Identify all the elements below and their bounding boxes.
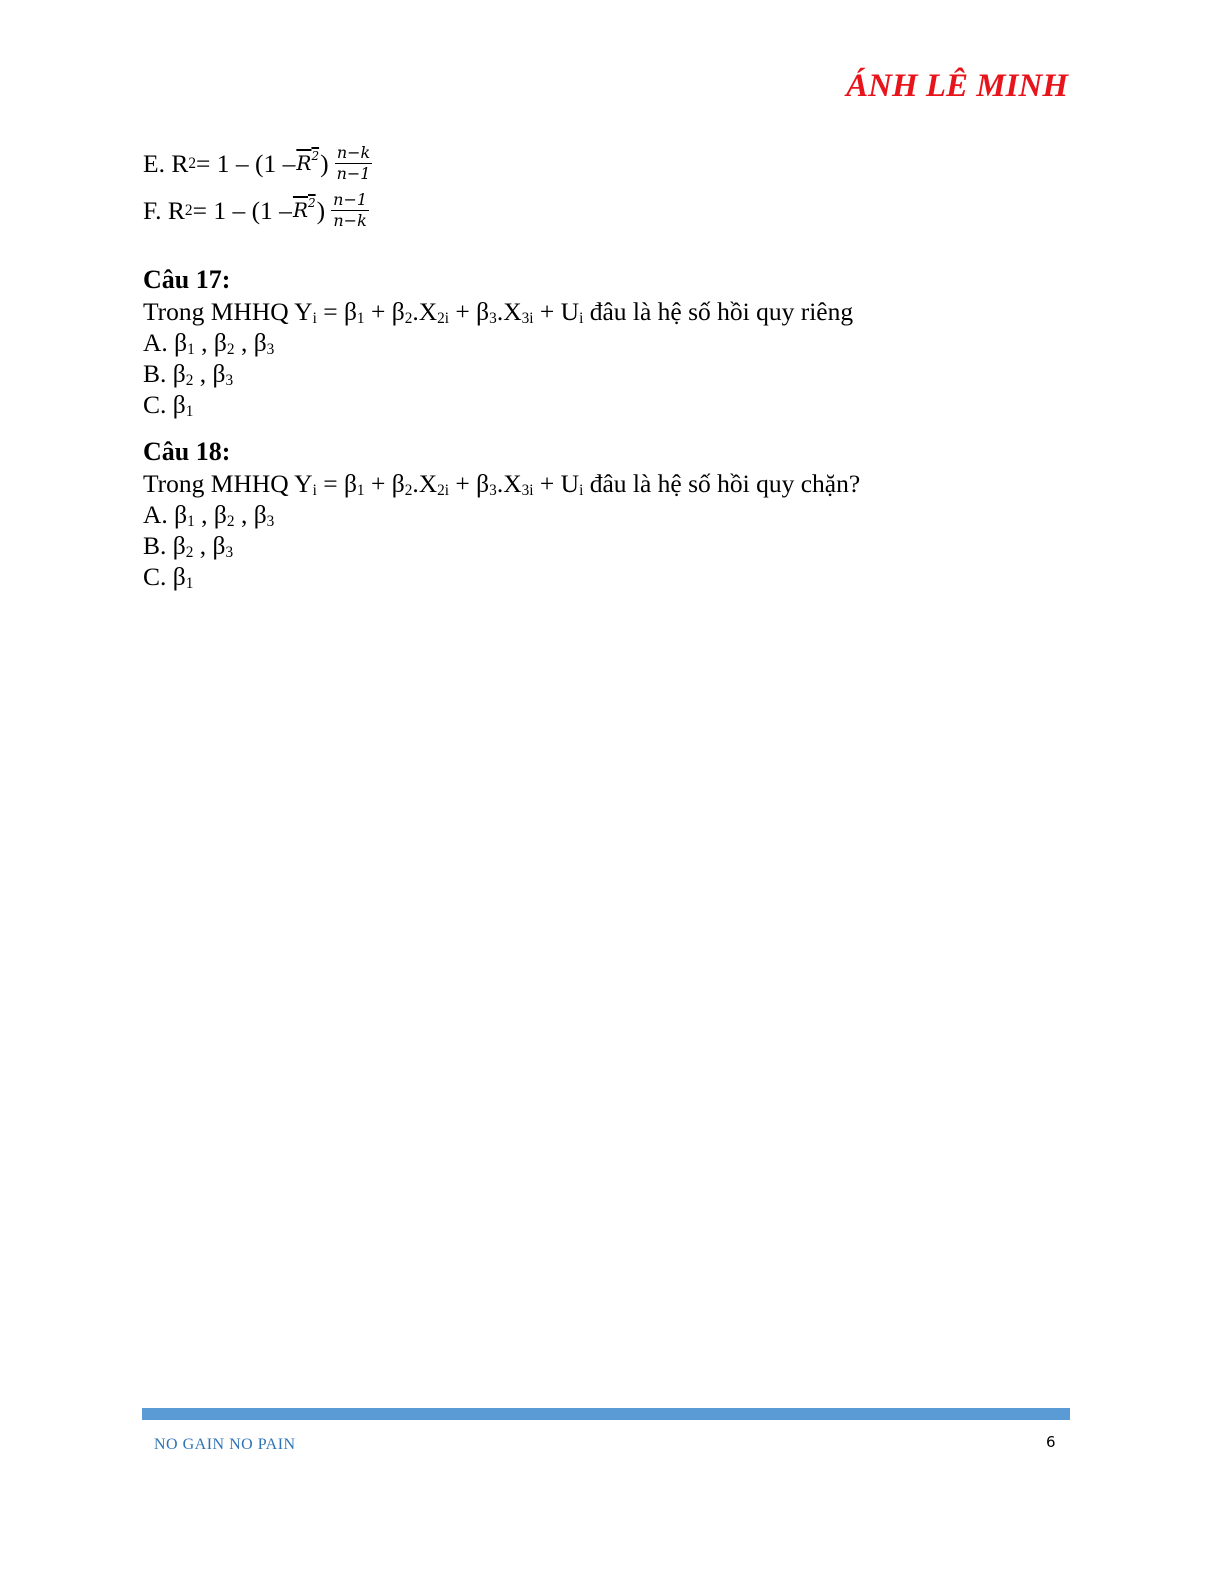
question-stem: Trong MHHQ $Y_i = \beta_1 + \beta_2.X_{2i} + \beta_3.X_{3i} + U_i$ đâu là hệ số hồi quy riêng [143,297,854,327]
option-e-close: ) [320,149,329,178]
option-f-mid: = 1 – (1 – [192,196,292,225]
option-a: A. $\beta_1$ , $\beta_2$ , $\beta_3$ [143,500,275,530]
footer-divider-bar [142,1408,1070,1420]
option-e: E. R 2 = 1 – (1 – $R^2$ ) $\frac{n-k}{n-1}$ [143,143,371,183]
fraction-numerator: n−k [336,143,371,162]
question-title: Câu 18: [143,437,231,466]
fraction [331,190,369,231]
r-bar-symbol: $R^2$ [292,196,316,222]
question-title: Câu 17: [143,265,231,294]
page-content [143,140,1083,592]
fraction-denominator: n−1 [336,164,371,183]
option-f-prefix: F. R [143,196,185,225]
fraction-denominator: n−k [333,211,367,230]
page-number: 6 [1046,1433,1056,1451]
option-a: A. $\beta_1$ , $\beta_2$ , $\beta_3$ [143,328,275,358]
option-f-close: ) [316,196,326,225]
option-f: F. R 2 = 1 – (1 – $R^2$ ) $\frac{n-1}{n-k}$ [143,190,368,230]
option-e-prefix: E. R [143,149,189,178]
fraction [335,143,373,184]
option-c: C. $\beta_1$ [143,390,194,420]
option-c: C. $\beta_1$ [143,562,194,592]
fraction-numerator: n−1 [333,190,368,209]
option-b: B. $\beta_2$ , $\beta_3$ [143,531,234,561]
question-stem: Trong MHHQ $Y_i = \beta_1 + \beta_2.X_{2i} + \beta_3.X_{3i} + U_i$ đâu là hệ số hồi quy chặn? [143,469,861,499]
r-bar-symbol: $R^2$ [296,149,320,175]
option-e-mid: = 1 – (1 – [196,149,296,178]
option-b: B. $\beta_2$ , $\beta_3$ [143,359,234,389]
header-author-name: ÁNH LÊ MINH [846,68,1068,104]
footer-slogan: NO GAIN NO PAIN [154,1436,296,1453]
